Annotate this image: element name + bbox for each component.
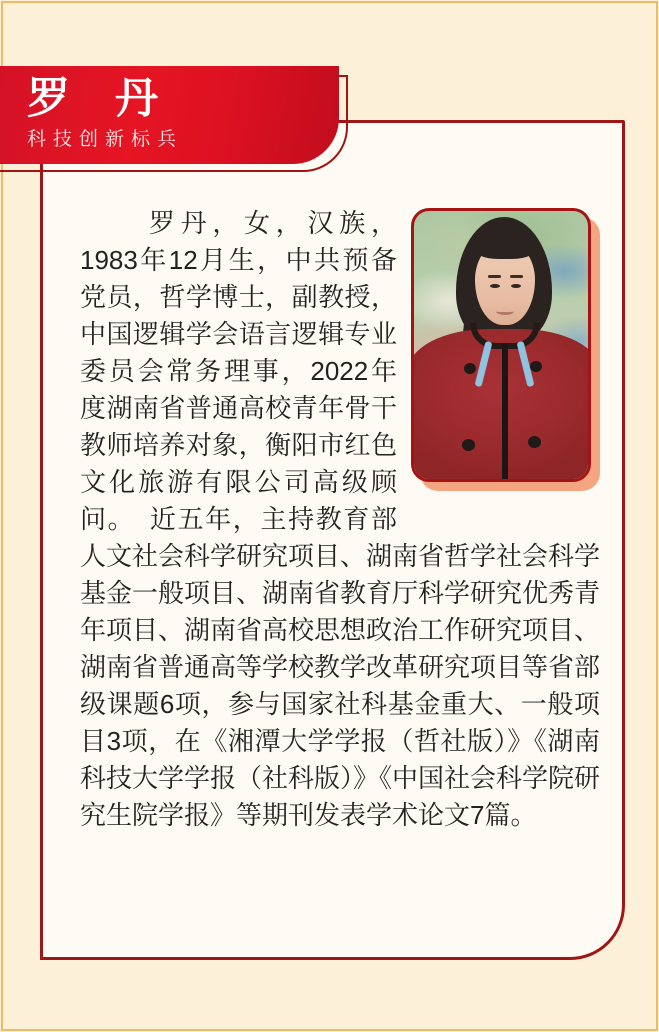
portrait-photo bbox=[411, 208, 600, 493]
bio-paragraph bbox=[43, 123, 622, 834]
portrait-button bbox=[462, 439, 475, 451]
portrait-mouth bbox=[496, 308, 514, 315]
person-name: 罗 丹 bbox=[27, 75, 159, 123]
portrait-button bbox=[464, 363, 476, 374]
portrait-eyebrow-right bbox=[510, 275, 523, 278]
profile-card bbox=[40, 120, 625, 960]
portrait-photo-frame bbox=[411, 208, 591, 482]
portrait-button bbox=[528, 436, 541, 448]
portrait-eyebrow-left bbox=[488, 275, 501, 278]
bio-text: 罗丹，女，汉族，1983年12月生，中共预备党员，哲学博士，副教授，中国逻辑学会语言逻辑专业委员会常务理事，2022年度湖南省普通高校青年骨干教师培养对象，衡阳市红色文化旅游有限公司高级顾问。 近五年，主持教育部人文社会科学研究项目、湖南省哲学社会科学基金一般项目、湖南省教育厅科学研究优秀青年项目、湖南省高校思想政治工作研究项目、湖南省普通高等学校教学改革研究项目等省部级课题6项，参与国家社科基金重大、一般项目3项，在《湘潭大学学报（哲社版）》《湖南科技大学学报（社科版）》《中国社会科学院研究生院学报》等期刊发表学术论文7篇。 bbox=[80, 208, 601, 830]
portrait-eye-right bbox=[511, 284, 521, 288]
portrait-zipper bbox=[502, 343, 508, 482]
header-banner bbox=[0, 66, 339, 164]
portrait-hair-fringe bbox=[472, 229, 538, 259]
portrait-red-jacket bbox=[411, 329, 591, 482]
portrait-eye-left bbox=[490, 284, 500, 288]
portrait-button bbox=[530, 361, 542, 372]
honor-title: 科技创新标兵 bbox=[27, 129, 184, 150]
